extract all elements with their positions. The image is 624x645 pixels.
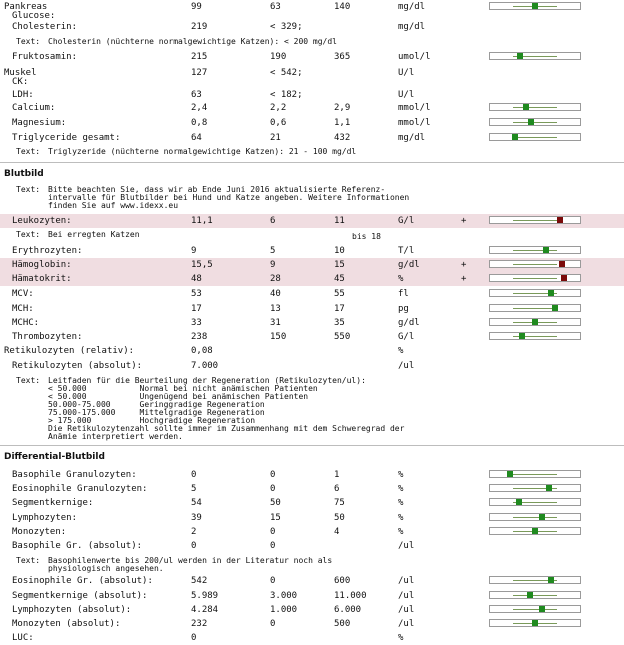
reference-high: 365: [334, 52, 351, 62]
result-row: [0, 88, 624, 102]
reference-high: 11: [334, 216, 345, 226]
result-value: 4.284: [191, 605, 219, 615]
unit: %: [398, 274, 404, 284]
analyte-name: Thrombozyten:: [12, 332, 83, 342]
unit: U/l: [398, 68, 415, 78]
comment-text: Triglyzeride (nüchterne normalgewichtige Katzen): 21 - 100 mg/dl: [48, 147, 357, 156]
result-row: [0, 496, 624, 510]
reference-low: 2,2: [270, 103, 287, 113]
unit: g/dl: [398, 318, 420, 328]
comment-block: [16, 231, 140, 239]
result-row: [0, 287, 624, 301]
unit: pg: [398, 304, 409, 314]
reference-low: < 329;: [270, 22, 303, 32]
comment-text: Basophilenwerte bis 200/ul werden in der Literatur noch als physiologisch angesehen.: [48, 556, 333, 573]
result-row: [0, 330, 624, 344]
comment-text: Cholesterin (nüchterne normalgewichtige Katzen): < 200 mg/dl: [48, 37, 337, 46]
result-row: [0, 574, 624, 588]
value-marker: [546, 485, 552, 491]
value-marker: [507, 471, 513, 477]
section-title: Differential-Blutbild: [4, 452, 105, 462]
unit: G/l: [398, 332, 415, 342]
value-marker: [548, 290, 554, 296]
comment-label: Text:: [16, 556, 41, 565]
unit: mmol/l: [398, 103, 431, 113]
reference-high: 17: [334, 304, 345, 314]
result-row: [0, 617, 624, 631]
result-row: [0, 525, 624, 539]
result-value: 39: [191, 513, 202, 523]
reference-bar: [489, 484, 581, 492]
reference-low: 21: [270, 133, 281, 143]
analyte-name: Eosinophile Granulozyten:: [12, 484, 148, 494]
reference-low: 15: [270, 513, 281, 523]
reference-band: [513, 250, 556, 251]
comment-block: [16, 186, 409, 210]
value-marker: [557, 217, 563, 223]
value-marker: [519, 333, 525, 339]
result-row: [0, 359, 624, 373]
result-value: 64: [191, 133, 202, 143]
reference-band: [513, 137, 556, 138]
reference-low: 1.000: [270, 605, 298, 615]
unit: /ul: [398, 619, 415, 629]
value-marker: [543, 247, 549, 253]
reference-bar: [489, 605, 581, 613]
reference-bar: [489, 133, 581, 141]
flag: +: [461, 216, 467, 226]
result-value: 63: [191, 90, 202, 100]
result-row: [0, 244, 624, 258]
reference-low: 28: [270, 274, 281, 284]
analyte-name: Lymphozyten:: [12, 513, 78, 523]
analyte-name: Fruktosamin:: [12, 52, 78, 62]
reference-low: 0: [270, 576, 276, 586]
reference-bar: [489, 304, 581, 312]
reference-low: 63: [270, 2, 281, 12]
reference-high: 6: [334, 484, 340, 494]
result-value: 5: [191, 484, 197, 494]
reference-band: [513, 264, 556, 265]
unit: %: [398, 633, 404, 643]
reference-high: 4: [334, 527, 340, 537]
reference-bar: [489, 103, 581, 111]
reference-low: 6: [270, 216, 276, 226]
comment-label: Text:: [16, 37, 41, 46]
reference-low: 0: [270, 541, 276, 551]
reference-band: [513, 609, 556, 610]
result-row: [0, 344, 624, 358]
reference-bar: [489, 52, 581, 60]
result-value: 33: [191, 318, 202, 328]
value-marker: [512, 134, 518, 140]
result-row: [0, 272, 624, 286]
reference-low: 5: [270, 246, 276, 256]
unit: T/l: [398, 246, 415, 256]
analyte-name: Erythrozyten:: [12, 246, 83, 256]
value-marker: [532, 620, 538, 626]
result-value: 53: [191, 289, 202, 299]
analyte-name: Glucose:: [12, 11, 56, 21]
reference-low: 0: [270, 619, 276, 629]
analyte-name: Segmentkernige:: [12, 498, 94, 508]
unit: fl: [398, 289, 409, 299]
analyte-name: Retikulozyten (absolut):: [12, 361, 143, 371]
analyte-name: MCV:: [12, 289, 34, 299]
analyte-name: Cholesterin:: [12, 22, 78, 32]
result-value: 2: [191, 527, 197, 537]
result-row: [0, 511, 624, 525]
result-row: [0, 468, 624, 482]
unit: mg/dl: [398, 133, 426, 143]
analyte-name: Leukozyten:: [12, 216, 72, 226]
reference-bar: [489, 332, 581, 340]
analyte-name: MCH:: [12, 304, 34, 314]
unit: U/l: [398, 90, 415, 100]
analyte-name: Lymphozyten (absolut):: [12, 605, 132, 615]
unit: %: [398, 527, 404, 537]
result-row: [0, 50, 624, 64]
section-title: Blutbild: [4, 169, 44, 179]
flag: +: [461, 260, 467, 270]
reference-high: 1,1: [334, 118, 351, 128]
analyte-name: LUC:: [12, 633, 34, 643]
analyte-name: Muskel: [4, 68, 37, 78]
reference-bar: [489, 498, 581, 506]
reference-band: [513, 107, 556, 108]
result-value: 232: [191, 619, 208, 629]
result-value: 15,5: [191, 260, 213, 270]
unit: %: [398, 470, 404, 480]
analyte-name: Calcium:: [12, 103, 56, 113]
reference-high: 15: [334, 260, 345, 270]
result-row: [0, 20, 624, 34]
reference-low: 9: [270, 260, 276, 270]
result-value: 17: [191, 304, 202, 314]
reference-low: 190: [270, 52, 287, 62]
reference-band: [513, 474, 556, 475]
reference-high: 75: [334, 498, 345, 508]
analyte-name: Retikulozyten (relativ):: [4, 346, 135, 356]
result-row: [0, 131, 624, 145]
comment-text: Bitte beachten Sie, dass wir ab Ende Juni 2016 aktualisierte Referenz- intervalle für Blutbilder bei Hund und Katze angeben. Weitere Informationen finden Sie auf www.idexx.eu: [48, 185, 410, 210]
reference-bar: [489, 527, 581, 535]
reference-high: 1: [334, 470, 340, 480]
unit: /ul: [398, 541, 415, 551]
unit: /ul: [398, 576, 415, 586]
result-row: [0, 589, 624, 603]
analyte-name: MCHC:: [12, 318, 40, 328]
reference-high: 140: [334, 2, 351, 12]
reference-bar: [489, 246, 581, 254]
analyte-name: Hämatokrit:: [12, 274, 72, 284]
reference-bar: [489, 289, 581, 297]
reference-high: 10: [334, 246, 345, 256]
comment-range: bis 18: [352, 232, 381, 241]
analyte-name: Magnesium:: [12, 118, 67, 128]
reference-band: [513, 278, 556, 279]
result-row: [0, 116, 624, 130]
unit: mg/dl: [398, 2, 426, 12]
reference-low: 3.000: [270, 591, 298, 601]
reference-low: 13: [270, 304, 281, 314]
unit: %: [398, 346, 404, 356]
reference-high: 45: [334, 274, 345, 284]
analyte-name: Segmentkernige (absolut):: [12, 591, 148, 601]
comment-label: Text:: [16, 376, 41, 385]
result-value: 219: [191, 22, 208, 32]
unit: /ul: [398, 591, 415, 601]
comment-block: [16, 557, 332, 573]
result-row-sublabel: [0, 75, 624, 89]
reference-low: 0: [270, 470, 276, 480]
result-row: [0, 603, 624, 617]
unit: /ul: [398, 361, 415, 371]
reference-bar: [489, 513, 581, 521]
analyte-name: Triglyceride gesamt:: [12, 133, 121, 143]
comment-text: Leitfaden für die Beurteilung der Regeneration (Retikulozyten/ul): < 50.000 Normal bei nicht anämischen Patienten < 50.000 Ungenügend bei anämischen Patienten 50.000-75.000 Geringgradige Regeneration 75.000-175.000 Mittelgradige Regeneration > 175.000 Hochgradige Regeneration Die Retikulozytenzahl sollte immer im Zusammenhang mit dem Schweregrad der Anämie interpretiert werden.: [48, 376, 405, 441]
analyte-name: CK:: [12, 77, 29, 87]
result-value: 99: [191, 2, 202, 12]
analyte-name: Monozyten:: [12, 527, 67, 537]
value-marker: [561, 275, 567, 281]
reference-band: [513, 517, 556, 518]
result-row: [0, 631, 624, 645]
flag: +: [461, 274, 467, 284]
reference-low: 31: [270, 318, 281, 328]
result-row: [0, 258, 624, 272]
reference-low: 40: [270, 289, 281, 299]
result-value: 238: [191, 332, 208, 342]
reference-low: < 182;: [270, 90, 303, 100]
reference-low: 0,6: [270, 118, 287, 128]
value-marker: [552, 305, 558, 311]
reference-high: 50: [334, 513, 345, 523]
result-value: 0: [191, 470, 197, 480]
reference-band: [513, 308, 556, 309]
result-value: 5.989: [191, 591, 219, 601]
reference-band: [513, 122, 556, 123]
result-value: 0: [191, 633, 197, 643]
value-marker: [539, 514, 545, 520]
reference-bar: [489, 216, 581, 224]
result-value: 11,1: [191, 216, 213, 226]
reference-high: 600: [334, 576, 351, 586]
comment-label: Text:: [16, 185, 41, 194]
reference-bar: [489, 118, 581, 126]
reference-band: [513, 595, 556, 596]
reference-bar: [489, 470, 581, 478]
analyte-name: Pankreas: [4, 2, 48, 12]
reference-high: 35: [334, 318, 345, 328]
reference-bar: [489, 619, 581, 627]
value-marker: [539, 606, 545, 612]
result-value: 0: [191, 541, 197, 551]
analyte-name: Basophile Granulozyten:: [12, 470, 137, 480]
analyte-name: Monozyten (absolut):: [12, 619, 121, 629]
result-value: 0,08: [191, 346, 213, 356]
reference-high: 6.000: [334, 605, 362, 615]
analyte-name: Eosinophile Gr. (absolut):: [12, 576, 153, 586]
analyte-name: Hämoglobin:: [12, 260, 72, 270]
unit: %: [398, 484, 404, 494]
section-divider: [0, 445, 624, 446]
unit: %: [398, 498, 404, 508]
comment-label: Text:: [16, 147, 41, 156]
comment-block: [16, 377, 404, 441]
result-value: 54: [191, 498, 202, 508]
value-marker: [559, 261, 565, 267]
result-value: 542: [191, 576, 208, 586]
reference-bar: [489, 576, 581, 584]
unit: mmol/l: [398, 118, 431, 128]
result-value: 127: [191, 68, 208, 78]
value-marker: [532, 319, 538, 325]
result-value: 0,8: [191, 118, 208, 128]
unit: mg/dl: [398, 22, 426, 32]
comment-block: [16, 148, 356, 156]
reference-high: 2,9: [334, 103, 351, 113]
unit: umol/l: [398, 52, 431, 62]
reference-low: 150: [270, 332, 287, 342]
value-marker: [523, 104, 529, 110]
comment-label: Text:: [16, 230, 41, 239]
analyte-name: Basophile Gr. (absolut):: [12, 541, 143, 551]
unit: G/l: [398, 216, 415, 226]
result-row: [0, 214, 624, 228]
value-marker: [516, 499, 522, 505]
reference-high: 550: [334, 332, 351, 342]
reference-bar: [489, 591, 581, 599]
reference-low: 50: [270, 498, 281, 508]
value-marker: [532, 528, 538, 534]
reference-low: < 542;: [270, 68, 303, 78]
section-divider: [0, 162, 624, 163]
unit: /ul: [398, 605, 415, 615]
reference-low: 0: [270, 484, 276, 494]
reference-high: 11.000: [334, 591, 367, 601]
reference-high: 432: [334, 133, 351, 143]
result-value: 48: [191, 274, 202, 284]
reference-bar: [489, 318, 581, 326]
result-row: [0, 539, 624, 553]
result-value: 9: [191, 246, 197, 256]
reference-band: [513, 220, 556, 221]
reference-bar: [489, 260, 581, 268]
value-marker: [528, 119, 534, 125]
comment-text: Bei erregten Katzen: [48, 230, 140, 239]
reference-bar: [489, 274, 581, 282]
result-value: 215: [191, 52, 208, 62]
result-value: 7.000: [191, 361, 219, 371]
result-row: [0, 482, 624, 496]
reference-high: 55: [334, 289, 345, 299]
value-marker: [517, 53, 523, 59]
unit: %: [398, 513, 404, 523]
result-row: [0, 101, 624, 115]
comment-block: [16, 38, 337, 46]
analyte-name: LDH:: [12, 90, 34, 100]
reference-high: 500: [334, 619, 351, 629]
reference-low: 0: [270, 527, 276, 537]
unit: g/dl: [398, 260, 420, 270]
result-row: [0, 302, 624, 316]
value-marker: [527, 592, 533, 598]
result-value: 2,4: [191, 103, 208, 113]
result-row: [0, 316, 624, 330]
value-marker: [548, 577, 554, 583]
